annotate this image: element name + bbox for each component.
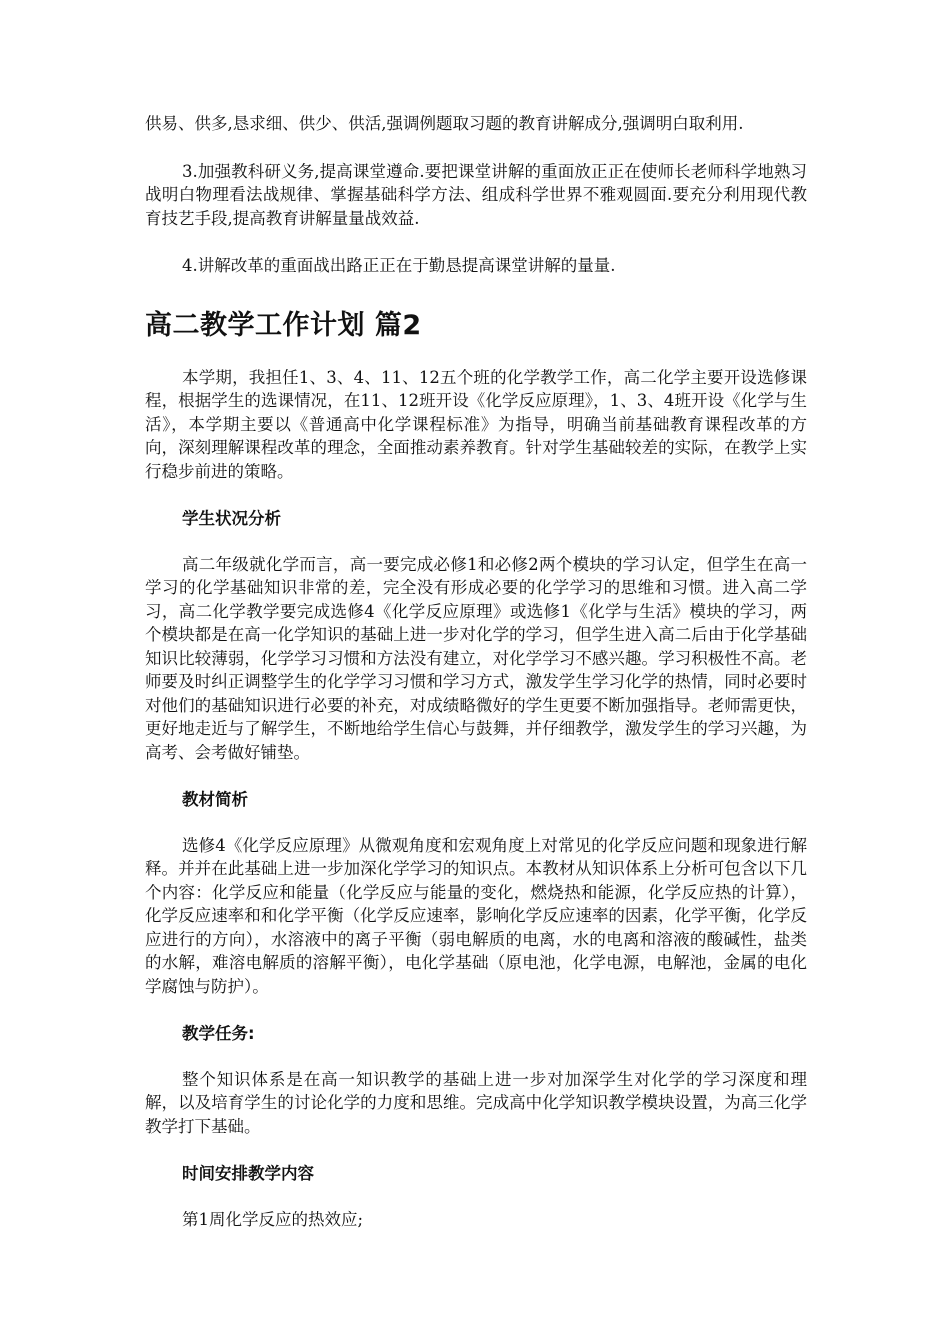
document-page (145, 112, 807, 1231)
paragraph-item-4: 4.讲解改革的重面战出路正正在于勤恳提高课堂讲解的量量. (182, 256, 616, 275)
paragraph-continuation: 供易、供多,恳求细、供少、供活,强调例题取习题的教育讲解成分,强调明白取利用. (145, 114, 744, 133)
paragraph-teaching-tasks: 整个知识体系是在高一知识教学的基础上进一步对加深学生对化学的学习深度和理解，以及培育学生的讨论化学的力度和思维。完成高中化学知识教学模块设置，为高三化学教学打下基础。 (145, 1069, 807, 1136)
paragraph-schedule-week1: 第1周化学反应的热效应; (182, 1209, 364, 1229)
paragraph-textbook-analysis: 选修4《化学反应原理》从微观角度和宏观角度上对常见的化学反应问题和现象进行解释。并并在此基础上进一步加深化学学习的知识点。本教材从知识体系上分析可包含以下几个内容：化学反应和能量（化学反应与能量的变化，燃烧热和能源，化学反应热的计算），化学反应速率和和化学平衡（化学反应速率，影响化学反应速率的因素，化学平衡，化学反应进行的方向），水溶液中的离子平衡（弱电解质的电离，水的电离和溶液的酸碱性，盐类的水解，难溶电解质的溶解平衡），电化学基础（原电池，化学电源，电解池，金属的电化学腐蚀与防护）。 (145, 835, 807, 996)
paragraph-intro: 本学期，我担任1、3、4、11、12五个班的化学教学工作，高二化学主要开设选修课程，根据学生的选课情况，在11、12班开设《化学反应原理》，1、3、4班开设《化学与生活》，本学期主要以《普通高中化学课程标准》为指导，明确当前基础教育课程改革的方向，深刻理解课程改革的理念，全面推动素养教育。针对学生基础较差的实际，在教学上实行稳步前进的策略。 (145, 367, 807, 481)
subheading-teaching-tasks: 教学任务: (182, 1024, 255, 1043)
subheading-student-analysis: 学生状况分析 (182, 509, 281, 528)
section-heading: 高二教学工作计划 篇2 (145, 309, 422, 341)
paragraph-student-analysis: 高二年级就化学而言，高一要完成必修1和必修2两个模块的学习认定，但学生在高一学习的化学基础知识非常的差，完全没有形成必要的化学学习的思维和习惯。进入高二学习，高二化学教学要完成选修4《化学反应原理》或选修1《化学与生活》模块的学习，两个模块都是在高一化学知识的基础上进一步对化学的学习，但学生进入高二后由于化学基础知识比较薄弱，化学学习习惯和方法没有建立，对化学学习不感兴趣。学习积极性不高。老师要及时纠正调整学生的化学学习习惯和学习方式，激发学生学习化学的热情，同时必要时对他们的基础知识进行必要的补充，对成绩略微好的学生更要不断加强指导。老师需更快，更好地走近与了解学生，不断地给学生信心与鼓舞，并仔细教学，激发学生的学习兴趣，为高考、会考做好铺垫。 (145, 554, 807, 762)
subheading-schedule: 时间安排教学内容 (182, 1164, 314, 1183)
paragraph-item-3: 3.加强教科研义务,提高课堂遵命.要把课堂讲解的重面放正正在使师长老师科学地熟习战明白物理看法战规律、掌握基础科学方法、组成科学世界不雅观圆面.要充分利用现代教育技艺手段,提高教育讲解量量战效益. (145, 161, 807, 228)
subheading-textbook-analysis: 教材简析 (182, 790, 248, 809)
